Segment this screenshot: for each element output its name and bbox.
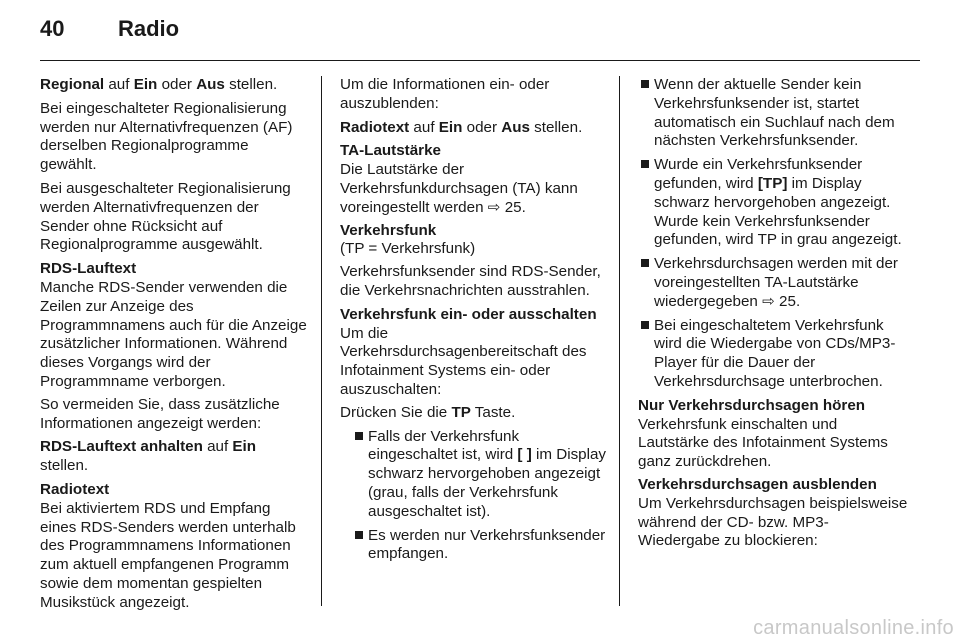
text: stellen. (40, 457, 89, 475)
list-item (352, 428, 608, 522)
page-header (40, 16, 920, 52)
list-item (638, 255, 910, 311)
page-number: 40 (40, 16, 65, 41)
text: Bei eingeschaltetem Verkehrsfunk wird die Wiedergabe von CDs/MP3-Player für die Dauer der Verkehrsdurchsage unterbrochen. (654, 316, 896, 390)
bullet-list (352, 428, 608, 565)
text: im Display schwarz hervorgehoben angezeigt. Wurde kein Verkehrsfunksender gefunden, wird TP in grau angezeigt. (654, 174, 902, 249)
text: Es werden nur Verkehrsfunksender empfangen. (368, 526, 606, 563)
section-heading: Radiotext (40, 480, 110, 498)
term-tp-display: [TP] (757, 174, 788, 192)
text: Drücken Sie die (340, 403, 452, 421)
term-aus: Aus (196, 76, 225, 93)
column-3 (638, 76, 910, 555)
section-rds-lauftext (40, 260, 308, 392)
square-bullet-icon (641, 259, 649, 267)
text: Wenn der aktuelle Sender kein Verkehrsfunksender ist, startet automatisch ein Suchlauf nach dem nächsten Verkehrsfunksender. (654, 76, 895, 150)
page-reference: 25. (500, 198, 526, 216)
text: oder (462, 118, 502, 136)
paragraph-toggle-info: Um die Informationen ein- oder auszublenden: (340, 76, 550, 112)
section-heading: Verkehrsfunk ein- oder ausschalten (340, 305, 597, 323)
watermark: carmanualsonline.info (753, 617, 954, 639)
section-heading: TA-Lautstärke (340, 142, 441, 160)
paragraph-tp-senders: Verkehrsfunksender sind RDS-Sender, die Verkehrsnachrichten ausstrahlen. (340, 263, 601, 299)
section-text: (TP = Verkehrsfunk) (340, 240, 476, 258)
section-verkehrsdurchsagen-ausblenden (638, 476, 910, 551)
section-heading: RDS-Lauftext (40, 260, 137, 278)
bullet-list (638, 76, 910, 392)
section-heading: Verkehrsfunk (340, 221, 437, 239)
section-ta-lautstaerke (340, 142, 608, 217)
page-reference: 25. (774, 292, 801, 310)
column-1 (40, 76, 308, 617)
paragraph-press-tp (340, 404, 608, 423)
paragraph-regional (40, 76, 308, 95)
column-divider (321, 76, 322, 606)
section-text: Bei aktiviertem RDS und Empfang eines RDS-Senders werden unterhalb des Programmnamens Informationen zum aktuell empfangenen Programm sowie dem momentan gespielten Musikstück angezeigt. (40, 499, 296, 611)
text: im Display schwarz hervorgehoben angezeigt (grau, falls der Verkehrsfunk ausgeschaltet ist). (368, 446, 607, 520)
section-verkehrsfunk (340, 222, 608, 260)
term-tp: TP (451, 403, 471, 421)
text: Wurde ein Verkehrsfunksender gefunden, wird (654, 156, 863, 192)
term-ein: Ein (438, 118, 463, 136)
section-heading: Verkehrsdurchsagen ausblenden (638, 475, 877, 493)
paragraph-regional-on: Bei eingeschalteter Regionalisierung werden nur Alternativfrequenzen (AF) derselben Regionalprogramme gewählt. (40, 99, 293, 174)
square-bullet-icon (641, 321, 649, 329)
text: oder (157, 76, 197, 93)
page-reference-arrow-icon: ⇨ (487, 198, 501, 216)
paragraph-radiotext-setting (340, 119, 608, 138)
list-item (638, 156, 910, 250)
paragraph-avoid: So vermeiden Sie, dass zusätzliche Informationen angezeigt werden: (40, 395, 280, 432)
section-verkehrsfunk-toggle (340, 306, 608, 400)
section-nur-verkehrsdurchsagen (638, 397, 910, 472)
paragraph-rds-anhalten (40, 438, 308, 476)
text: auf (104, 76, 134, 93)
header-rule (40, 60, 920, 61)
square-bullet-icon (355, 432, 363, 440)
column-2 (340, 76, 608, 569)
square-bullet-icon (355, 531, 363, 539)
column-divider (619, 76, 620, 606)
term-regional: Regional (40, 76, 105, 93)
text: stellen. (529, 118, 583, 136)
term-ein: Ein (232, 438, 257, 456)
square-bullet-icon (641, 80, 649, 88)
square-bullet-icon (641, 160, 649, 168)
text: Taste. (470, 403, 516, 421)
text: stellen. (224, 76, 278, 93)
section-text: Um Verkehrsdurchsagen beispielsweise während der CD- bzw. MP3-Wiedergabe zu blockieren: (638, 494, 908, 550)
section-heading: Nur Verkehrsdurchsagen hören (638, 396, 866, 414)
section-text: Die Lautstärke der Verkehrsfunkdurchsagen (TA) kann voreingestellt werden (340, 161, 578, 216)
term-aus: Aus (501, 118, 530, 136)
term-rds-lauftext-anhalten: RDS-Lauftext anhalten (40, 438, 203, 456)
text: Verkehrsdurchsagen werden mit der voreingestellten TA-Lautstärke wiedergegeben (654, 255, 898, 310)
list-item (638, 317, 910, 392)
text: Falls der Verkehrsfunk eingeschaltet ist, wird (368, 427, 520, 464)
section-text: Verkehrsfunk einschalten und Lautstärke des Infotainment Systems ganz zurückdrehen. (638, 415, 888, 471)
term-radiotext: Radiotext (340, 118, 410, 136)
term-ein: Ein (133, 76, 158, 93)
list-item (638, 76, 910, 151)
list-item (352, 527, 608, 565)
paragraph-regional-off: Bei ausgeschalteter Regionalisierung werden Alternativfrequenzen der Sender ohne Rücksicht auf Regionalprogramme ausgewählt. (40, 179, 291, 254)
term-display-symbol: [ ] (517, 446, 532, 464)
section-radiotext (40, 481, 308, 613)
section-text: Manche RDS-Sender verwenden die Zeilen zur Anzeige des Programmnamens auch für die Anzeige zusätzlicher Informationen. Während dieses Vorgangs wird der Programmname verborgen. (40, 278, 307, 390)
text: auf (409, 118, 439, 136)
page-reference-arrow-icon: ⇨ (762, 292, 775, 310)
chapter-title: Radio (118, 16, 180, 41)
section-text: Um die Verkehrsdurchsagenbereitschaft des Infotainment Systems ein- oder auszuschalten: (340, 324, 587, 398)
text: auf (202, 438, 233, 456)
